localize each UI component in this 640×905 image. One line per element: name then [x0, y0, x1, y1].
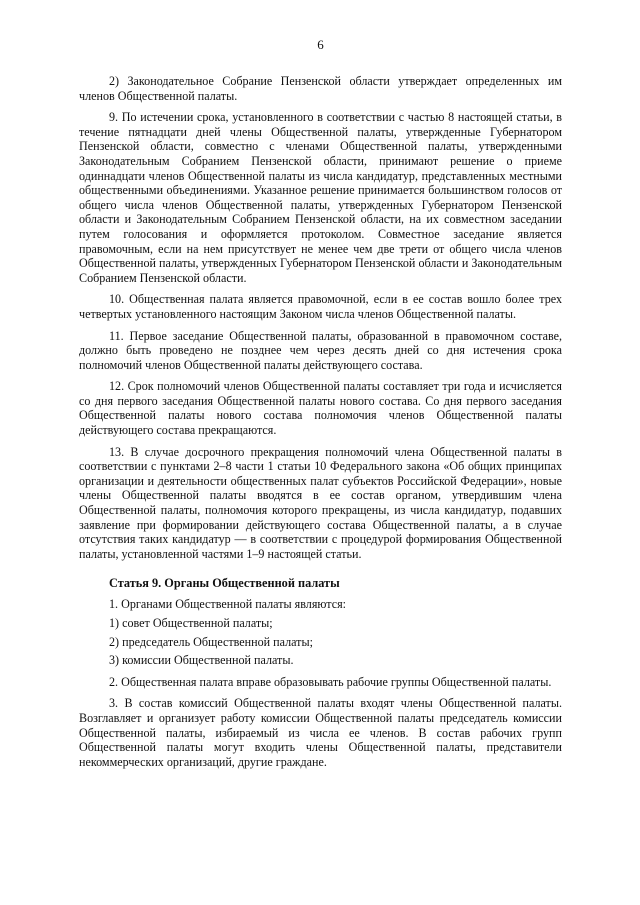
- article-9-item-1: 1) совет Общественной палаты;: [109, 616, 273, 630]
- paragraph-11: 11. Первое заседание Общественной палаты, образованной в правомочном составе, должно быть проведено не позднее чем через десять дней со дня истечения срока полномочий членов Общественной палаты действующего состава.: [79, 328, 562, 372]
- paragraph-9: 9. По истечении срока, установленного в соответствии с частью 8 настоящей статьи, в течение пятнадцати дней члены Общественной палаты, утвержденные Губернатором Пензенской области, совместно с членами Общественной палаты, утвержденными Законодательным Собранием Пензенской области, принимают решение о приеме одиннадцати членов Общественной палаты из числа кандидатур, представленных местными общественными объединениями. Указанное решение принимается большинством голосов от общего числа членов Общественной палаты, утвержденных Губернатором Пензенской области и Законодательным Собранием Пензенской области, на их совместном заседании путем голосования и оформляется протоколом. Совместное заседание является правомочным, если на нем присутствует не менее чем две трети от общего числа членов Общественной палаты, утвержденных Губернатором Пензенской области и Законодательным Собранием Пензенской области.: [79, 110, 562, 285]
- article-9-part-2: 2. Общественная палата вправе образовывать рабочие группы Общественной палаты.: [109, 674, 552, 689]
- article-9-part-1: 1. Органами Общественной палаты являются:: [109, 597, 346, 612]
- paragraph-10: 10. Общественная палата является правомочной, если в ее состав вошло более трех четвертых установленного настоящим Законом числа членов Общественной палаты.: [79, 292, 562, 321]
- page-number: 6: [317, 37, 324, 52]
- article-9-part-3: 3. В состав комиссий Общественной палаты входят члены Общественной палаты. Возглавляет и организует работу комиссии Общественной палаты председатель комиссии Общественной палаты, избираемый из числа ее членов. В состав рабочих групп Общественной палаты могут входить члены Общественной палаты, представители некоммерческих организаций, другие граждане.: [79, 696, 562, 769]
- paragraph-13: 13. В случае досрочного прекращения полномочий члена Общественной палаты в соответствии с пунктами 2–8 части 1 статьи 10 Федерального закона «Об общих принципах организации и деятельности общественных палат субъектов Российской Федерации», новые члены Общественной палаты вводятся в ее состав органом, утвердившим члена Общественной палаты, полномочия которого прекращены, из числа кандидатур, подавших заявление при формировании действующего состава Общественной палаты, а в случае отсутствия таких кандидатур — в соответствии с процедурой формирования Общественной палаты, установленной частями 1–9 настоящей статьи.: [79, 444, 562, 561]
- paragraph-8-item-2: 2) Законодательное Собрание Пензенской области утверждает определенных им членов Общественной палаты.: [79, 74, 562, 103]
- article-9-item-3: 3) комиссии Общественной палаты.: [109, 653, 294, 668]
- article-9-item-2: 2) председатель Общественной палаты;: [109, 634, 313, 649]
- article-9-heading: Статья 9. Органы Общественной палаты: [109, 576, 340, 591]
- paragraph-12: 12. Срок полномочий членов Общественной палаты составляет три года и исчисляется со дня первого заседания Общественной палаты нового состава. Со дня первого заседания Общественной палаты нового состава полномочия членов Общественной палаты действующего состава прекращаются.: [79, 379, 562, 438]
